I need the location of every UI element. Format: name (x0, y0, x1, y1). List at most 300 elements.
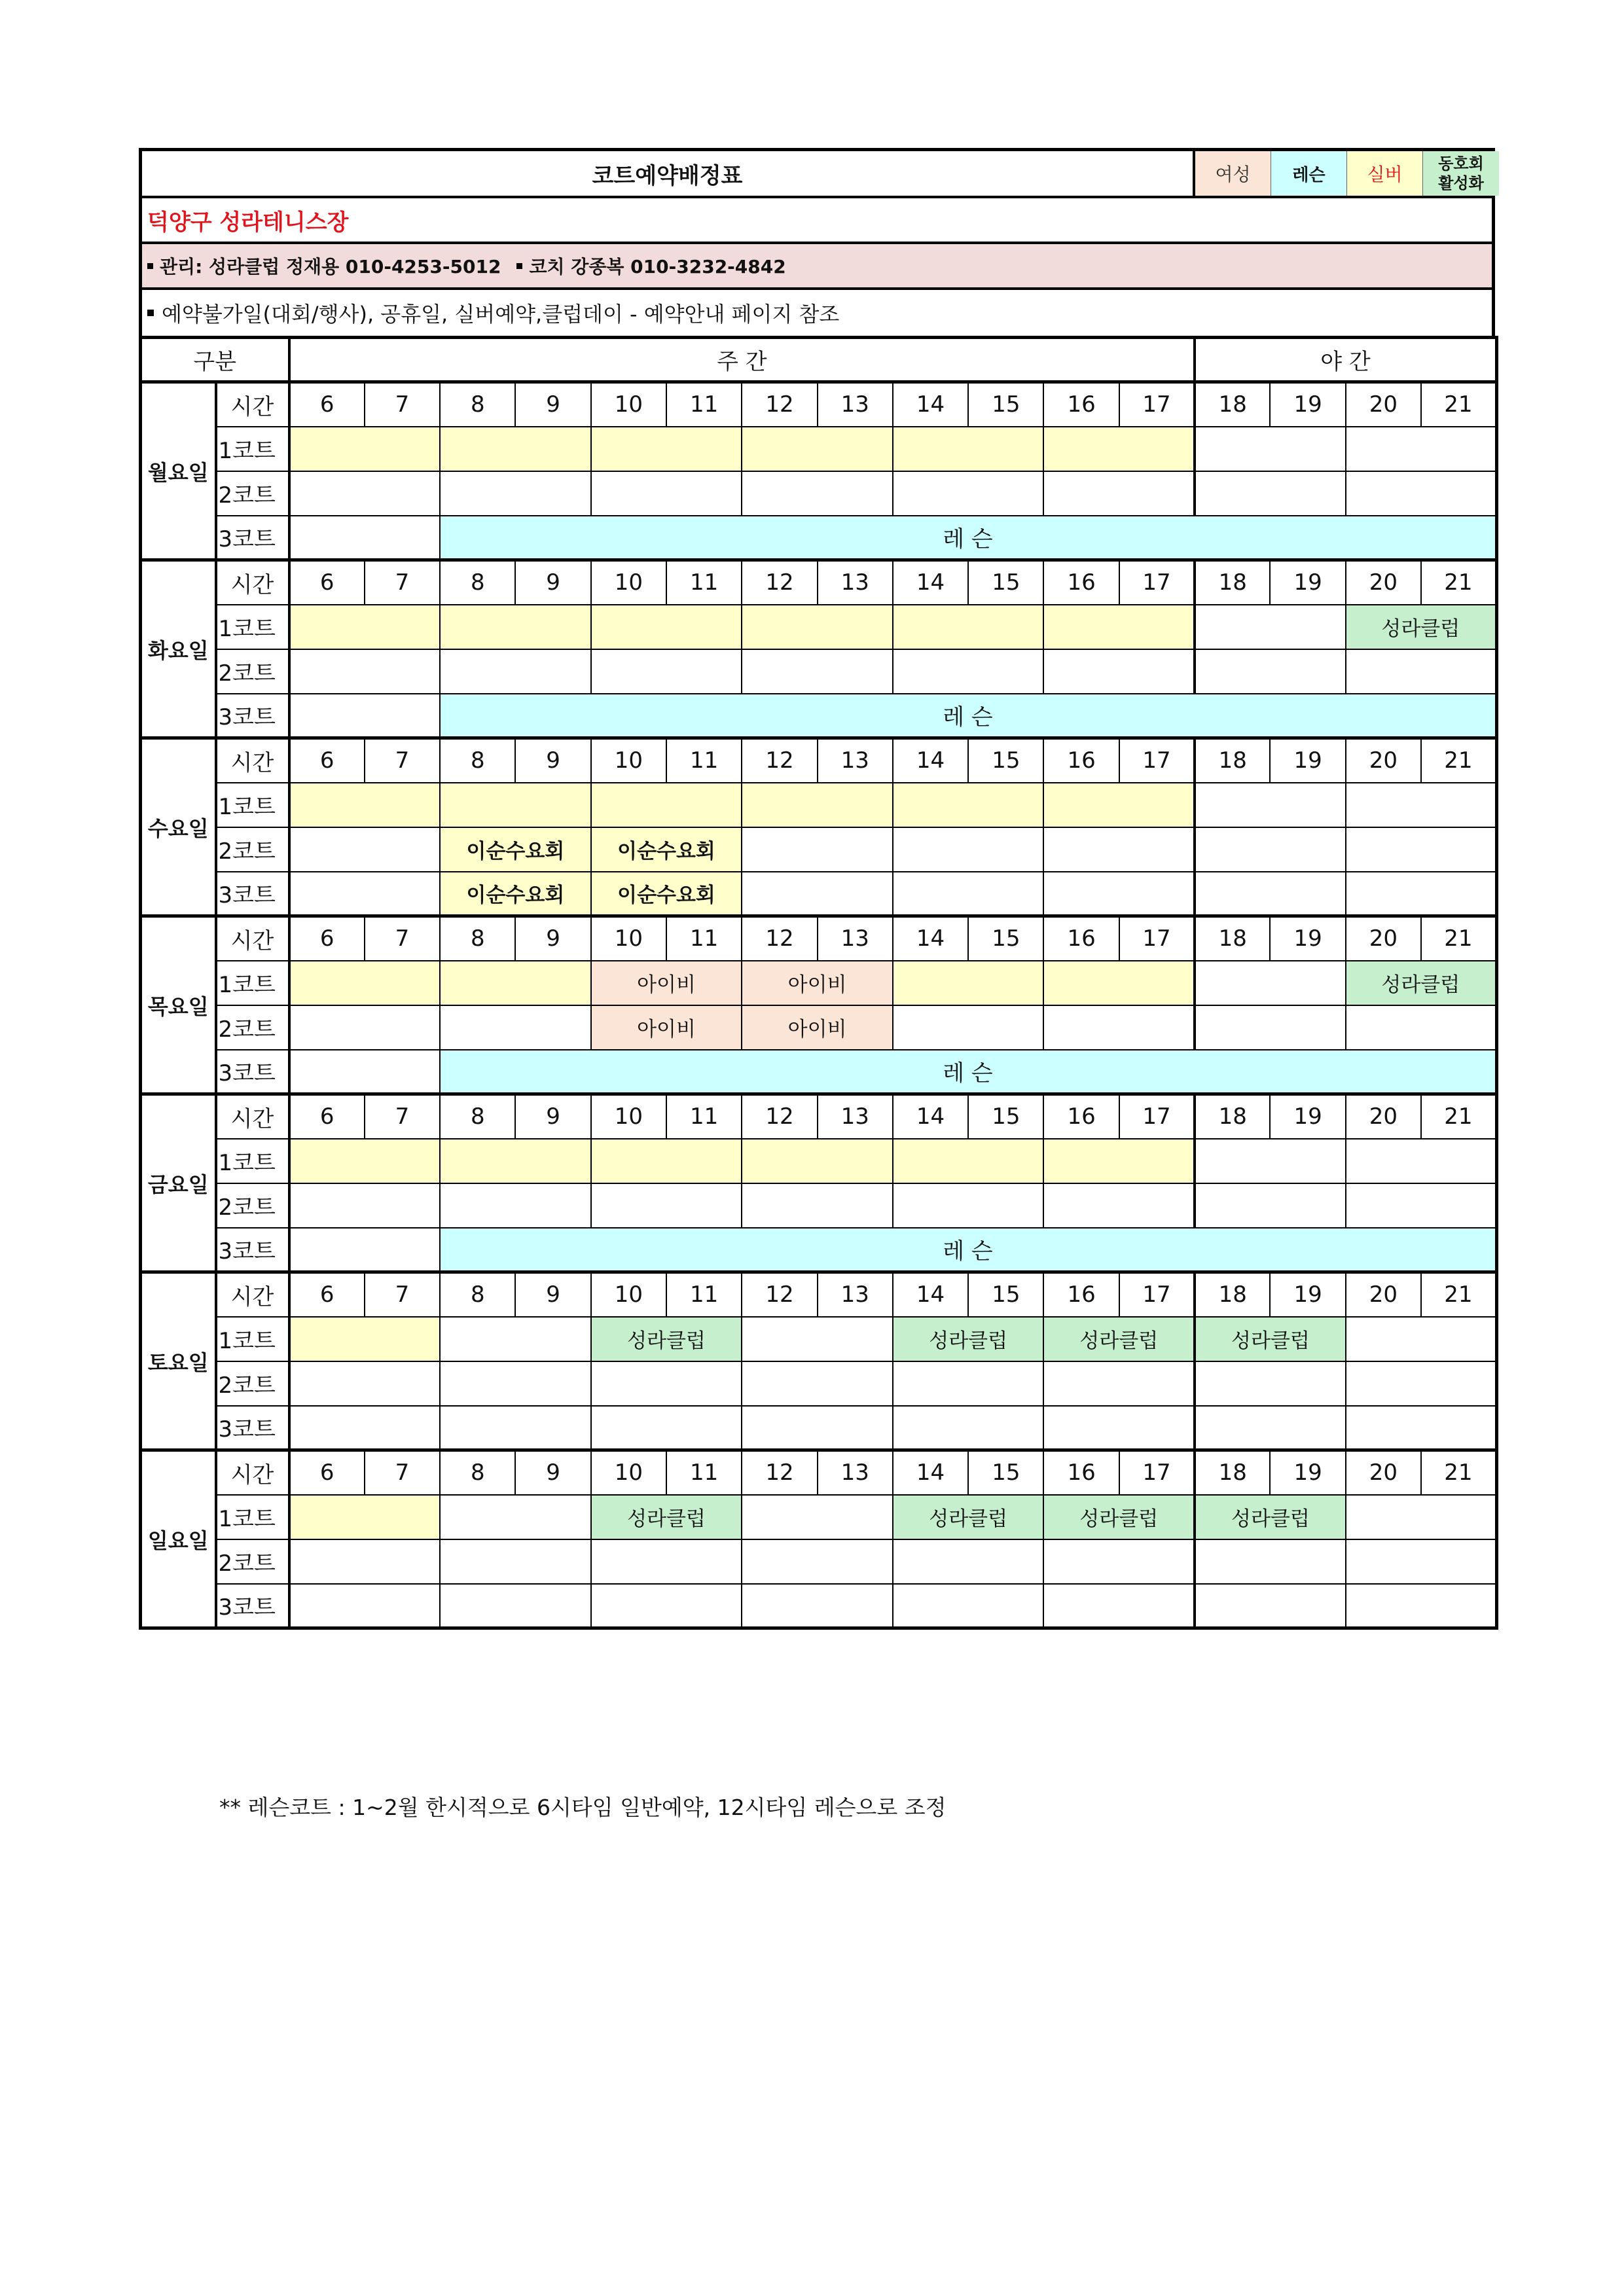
hour-cell: 13 (818, 916, 893, 961)
reservation-block[interactable]: 성라클럽 (1346, 961, 1497, 1005)
court-label: 1코트 (216, 1139, 289, 1183)
hour-cell: 13 (818, 1450, 893, 1495)
hour-cell: 17 (1119, 1450, 1195, 1495)
period-header-row (141, 338, 1497, 382)
legend-lesson (1271, 151, 1347, 196)
time-label: 시간 (216, 1450, 289, 1495)
hour-cell: 18 (1195, 738, 1270, 783)
court-row (141, 471, 1497, 516)
slot-cell[interactable] (893, 1539, 1044, 1584)
court-label: 1코트 (216, 427, 289, 471)
hour-cell: 15 (968, 382, 1043, 427)
hour-cell: 9 (515, 738, 590, 783)
hour-cell: 19 (1270, 1450, 1345, 1495)
slot-cell[interactable] (742, 1361, 893, 1406)
slot-cell[interactable] (1195, 427, 1346, 471)
hour-cell: 17 (1119, 916, 1195, 961)
day-label: 목요일 (141, 916, 216, 1094)
night-header: 야 간 (1195, 338, 1496, 382)
slot-cell[interactable] (440, 1183, 591, 1228)
slot-cell[interactable] (289, 1050, 441, 1094)
slot-cell[interactable] (440, 605, 591, 649)
slot-cell[interactable] (1195, 1406, 1346, 1450)
hour-cell: 7 (365, 916, 440, 961)
hour-cell: 20 (1346, 560, 1421, 605)
slot-cell[interactable] (1346, 1539, 1497, 1584)
slot-cell[interactable] (1195, 605, 1346, 649)
reservation-block[interactable]: 성라클럽 (1195, 1495, 1346, 1539)
reservation-block[interactable]: 성라클럽 (1043, 1317, 1195, 1361)
slot-cell[interactable] (440, 961, 591, 1005)
slot-cell[interactable] (742, 783, 893, 827)
slot-cell[interactable] (289, 783, 441, 827)
reservation-block[interactable]: 아이비 (742, 1005, 893, 1050)
hour-cell: 6 (289, 1272, 365, 1317)
slot-cell[interactable] (893, 1183, 1044, 1228)
slot-cell[interactable] (893, 471, 1044, 516)
slot-cell[interactable] (440, 1539, 591, 1584)
slot-cell[interactable] (1043, 1584, 1195, 1628)
court-label: 3코트 (216, 1406, 289, 1450)
court-label: 3코트 (216, 1584, 289, 1628)
hour-cell: 21 (1421, 382, 1496, 427)
slot-cell[interactable] (1346, 783, 1497, 827)
hour-cell: 11 (666, 1450, 742, 1495)
hour-cell: 10 (591, 560, 666, 605)
schedule-sheet (139, 148, 1495, 1630)
notice-row (142, 290, 1492, 336)
court-label: 3코트 (216, 694, 289, 738)
hour-cell: 20 (1346, 916, 1421, 961)
slot-cell[interactable] (440, 1139, 591, 1183)
hour-cell: 7 (365, 1094, 440, 1139)
slot-cell[interactable] (1346, 1183, 1497, 1228)
slot-cell[interactable] (289, 1406, 441, 1450)
court-label: 3코트 (216, 1050, 289, 1094)
slot-cell[interactable] (591, 1539, 742, 1584)
court-row (141, 1539, 1497, 1584)
slot-cell[interactable] (1195, 783, 1346, 827)
court-row (141, 1495, 1497, 1539)
hour-cell: 21 (1421, 1450, 1496, 1495)
venue-row (142, 198, 1492, 244)
hour-cell: 6 (289, 1450, 365, 1495)
hour-cell: 19 (1270, 738, 1345, 783)
legend-women (1195, 151, 1271, 196)
slot-cell[interactable] (289, 605, 441, 649)
day-label: 일요일 (141, 1450, 216, 1628)
slot-cell[interactable] (893, 1584, 1044, 1628)
slot-cell[interactable] (742, 872, 893, 916)
slot-cell[interactable] (893, 783, 1044, 827)
slot-cell[interactable] (1195, 961, 1346, 1005)
court-row (141, 1361, 1497, 1406)
legend-silver (1347, 151, 1423, 196)
slot-cell[interactable] (1043, 872, 1195, 916)
court-label: 2코트 (216, 1539, 289, 1584)
slot-cell[interactable] (742, 1183, 893, 1228)
hour-cell: 11 (666, 560, 742, 605)
slot-cell[interactable] (893, 872, 1044, 916)
court-row (141, 1183, 1497, 1228)
hour-cell: 7 (365, 1272, 440, 1317)
time-row (141, 1272, 1497, 1317)
hour-cell: 15 (968, 1272, 1043, 1317)
slot-cell[interactable] (289, 1361, 441, 1406)
page-title: 코트예약배정표 (142, 151, 1195, 196)
hour-cell: 20 (1346, 1450, 1421, 1495)
slot-cell[interactable] (1346, 872, 1497, 916)
reservation-block[interactable]: 아이비 (591, 1005, 742, 1050)
hour-cell: 9 (515, 382, 590, 427)
slot-cell[interactable] (289, 471, 441, 516)
court-label: 1코트 (216, 783, 289, 827)
title-row (142, 151, 1492, 198)
slot-cell[interactable] (742, 649, 893, 694)
slot-cell[interactable] (1043, 605, 1195, 649)
court-label: 3코트 (216, 872, 289, 916)
court-label: 1코트 (216, 961, 289, 1005)
hour-cell: 7 (365, 560, 440, 605)
slot-cell[interactable] (289, 1317, 441, 1361)
hour-cell: 16 (1043, 560, 1119, 605)
hour-cell: 21 (1421, 560, 1496, 605)
slot-cell[interactable] (289, 1139, 441, 1183)
slot-cell[interactable] (1043, 427, 1195, 471)
court-row (141, 1139, 1497, 1183)
hour-cell: 12 (742, 382, 817, 427)
hour-cell: 17 (1119, 382, 1195, 427)
court-row (141, 1005, 1497, 1050)
slot-cell[interactable] (893, 605, 1044, 649)
slot-cell[interactable] (893, 961, 1044, 1005)
slot-cell[interactable] (1195, 1139, 1346, 1183)
slot-cell[interactable] (1043, 1139, 1195, 1183)
hour-cell: 14 (893, 382, 968, 427)
slot-cell[interactable] (289, 872, 441, 916)
slot-cell[interactable] (1043, 649, 1195, 694)
slot-cell[interactable] (1043, 471, 1195, 516)
slot-cell[interactable] (440, 1361, 591, 1406)
reservation-block[interactable]: 이순수요회 (591, 872, 742, 916)
slot-cell[interactable] (1043, 1361, 1195, 1406)
slot-cell[interactable] (289, 1584, 441, 1628)
court-label: 1코트 (216, 605, 289, 649)
court-row (141, 783, 1497, 827)
slot-cell[interactable] (893, 1005, 1044, 1050)
slot-cell[interactable] (591, 1584, 742, 1628)
slot-cell[interactable] (440, 1495, 591, 1539)
reservation-block[interactable]: 아이비 (591, 961, 742, 1005)
category-header: 구분 (141, 338, 289, 382)
hour-cell: 13 (818, 1094, 893, 1139)
hour-cell: 10 (591, 1450, 666, 1495)
slot-cell[interactable] (289, 694, 441, 738)
manager-admin: 관리: 성라클럽 정재용 010-4253-5012 (160, 256, 501, 278)
reservation-block[interactable]: 성라클럽 (591, 1495, 742, 1539)
hour-cell: 20 (1346, 1094, 1421, 1139)
legend-silver-label: 실버 (1367, 164, 1403, 185)
hour-cell: 13 (818, 738, 893, 783)
hour-cell: 8 (440, 916, 515, 961)
legend-women-label: 여성 (1215, 164, 1251, 185)
hour-cell: 12 (742, 1272, 817, 1317)
hour-cell: 17 (1119, 560, 1195, 605)
legend-club (1423, 151, 1499, 196)
hour-cell: 9 (515, 560, 590, 605)
slot-cell[interactable] (893, 1361, 1044, 1406)
day-label: 월요일 (141, 382, 216, 560)
time-row (141, 916, 1497, 961)
hour-cell: 12 (742, 1094, 817, 1139)
slot-cell[interactable] (591, 471, 742, 516)
reservation-block[interactable]: 성라클럽 (893, 1495, 1044, 1539)
hour-cell: 10 (591, 916, 666, 961)
hour-cell: 20 (1346, 738, 1421, 783)
slot-cell[interactable] (289, 1539, 441, 1584)
slot-cell[interactable] (591, 649, 742, 694)
court-row (141, 1050, 1497, 1094)
court-label: 2코트 (216, 1361, 289, 1406)
hour-cell: 6 (289, 1094, 365, 1139)
manager-coach: 코치 강종복 010-3232-4842 (529, 256, 786, 278)
hour-cell: 16 (1043, 1094, 1119, 1139)
lesson-block[interactable]: 레 슨 (440, 1050, 1496, 1094)
slot-cell[interactable] (289, 827, 441, 872)
hour-cell: 9 (515, 1094, 590, 1139)
slot-cell[interactable] (440, 1584, 591, 1628)
court-label: 2코트 (216, 827, 289, 872)
reservation-block[interactable]: 성라클럽 (1346, 605, 1497, 649)
hour-cell: 19 (1270, 916, 1345, 961)
slot-cell[interactable] (1043, 961, 1195, 1005)
slot-cell[interactable] (742, 427, 893, 471)
slot-cell[interactable] (1346, 649, 1497, 694)
slot-cell[interactable] (1043, 1539, 1195, 1584)
time-row (141, 560, 1497, 605)
hour-cell: 18 (1195, 1094, 1270, 1139)
slot-cell[interactable] (591, 1361, 742, 1406)
hour-cell: 11 (666, 382, 742, 427)
court-row (141, 1584, 1497, 1628)
hour-cell: 16 (1043, 382, 1119, 427)
reservation-block[interactable]: 성라클럽 (591, 1317, 742, 1361)
slot-cell[interactable] (742, 1539, 893, 1584)
reservation-block[interactable]: 이순수요회 (591, 827, 742, 872)
slot-cell[interactable] (440, 1005, 591, 1050)
hour-cell: 10 (591, 1094, 666, 1139)
court-label: 2코트 (216, 649, 289, 694)
slot-cell[interactable] (289, 1005, 441, 1050)
hour-cell: 6 (289, 382, 365, 427)
hour-cell: 21 (1421, 1272, 1496, 1317)
hour-cell: 8 (440, 1272, 515, 1317)
hour-cell: 15 (968, 1094, 1043, 1139)
slot-cell[interactable] (440, 649, 591, 694)
slot-cell[interactable] (742, 827, 893, 872)
slot-cell[interactable] (1043, 783, 1195, 827)
manager-row (142, 244, 1492, 290)
reservation-block[interactable]: 이순수요회 (440, 827, 591, 872)
slot-cell[interactable] (1195, 471, 1346, 516)
hour-cell: 13 (818, 1272, 893, 1317)
hour-cell: 10 (591, 1272, 666, 1317)
slot-cell[interactable] (1346, 1361, 1497, 1406)
slot-cell[interactable] (1043, 1406, 1195, 1450)
slot-cell[interactable] (1195, 1005, 1346, 1050)
slot-cell[interactable] (591, 1406, 742, 1450)
hour-cell: 14 (893, 738, 968, 783)
day-label: 금요일 (141, 1094, 216, 1272)
lesson-block[interactable]: 레 슨 (440, 516, 1496, 560)
court-label: 3코트 (216, 1228, 289, 1272)
slot-cell[interactable] (289, 1228, 441, 1272)
bullet-icon (147, 310, 154, 316)
hour-cell: 17 (1119, 1272, 1195, 1317)
slot-cell[interactable] (591, 427, 742, 471)
hour-cell: 18 (1195, 382, 1270, 427)
hour-cell: 19 (1270, 1094, 1345, 1139)
slot-cell[interactable] (591, 1183, 742, 1228)
court-label: 1코트 (216, 1317, 289, 1361)
slot-cell[interactable] (1195, 1539, 1346, 1584)
hour-cell: 14 (893, 916, 968, 961)
slot-cell[interactable] (742, 1495, 893, 1539)
court-label: 3코트 (216, 516, 289, 560)
slot-cell[interactable] (440, 427, 591, 471)
hour-cell: 8 (440, 1450, 515, 1495)
hour-cell: 8 (440, 382, 515, 427)
hour-cell: 16 (1043, 1272, 1119, 1317)
notice-text: 예약불가일(대회/행사), 공휴일, 실버예약,클럽데이 - 예약안내 페이지 참조 (162, 302, 840, 327)
slot-cell[interactable] (1043, 1005, 1195, 1050)
slot-cell[interactable] (289, 427, 441, 471)
court-label: 2코트 (216, 1005, 289, 1050)
slot-cell[interactable] (1195, 1183, 1346, 1228)
slot-cell[interactable] (742, 1584, 893, 1628)
time-label: 시간 (216, 1094, 289, 1139)
slot-cell[interactable] (742, 471, 893, 516)
slot-cell[interactable] (742, 1139, 893, 1183)
schedule-table (139, 336, 1498, 1630)
court-row (141, 872, 1497, 916)
slot-cell[interactable] (1043, 1183, 1195, 1228)
reservation-block[interactable]: 성라클럽 (893, 1317, 1044, 1361)
hour-cell: 6 (289, 738, 365, 783)
slot-cell[interactable] (1195, 827, 1346, 872)
hour-cell: 14 (893, 1094, 968, 1139)
slot-cell[interactable] (289, 1495, 441, 1539)
slot-cell[interactable] (742, 1317, 893, 1361)
hour-cell: 15 (968, 738, 1043, 783)
slot-cell[interactable] (893, 1406, 1044, 1450)
slot-cell[interactable] (893, 649, 1044, 694)
slot-cell[interactable] (591, 783, 742, 827)
slot-cell[interactable] (1195, 1584, 1346, 1628)
hour-cell: 18 (1195, 1272, 1270, 1317)
lesson-block[interactable]: 레 슨 (440, 694, 1496, 738)
slot-cell[interactable] (440, 471, 591, 516)
day-label: 수요일 (141, 738, 216, 916)
slot-cell[interactable] (1346, 1495, 1497, 1539)
hour-cell: 9 (515, 1450, 590, 1495)
court-row (141, 961, 1497, 1005)
court-row (141, 1317, 1497, 1361)
hour-cell: 12 (742, 560, 817, 605)
slot-cell[interactable] (289, 961, 441, 1005)
slot-cell[interactable] (440, 1317, 591, 1361)
reservation-block[interactable]: 성라클럽 (1195, 1317, 1346, 1361)
slot-cell[interactable] (742, 605, 893, 649)
slot-cell[interactable] (1346, 1005, 1497, 1050)
reservation-block[interactable]: 성라클럽 (1043, 1495, 1195, 1539)
slot-cell[interactable] (1346, 1406, 1497, 1450)
slot-cell[interactable] (1346, 1317, 1497, 1361)
reservation-block[interactable]: 이순수요회 (440, 872, 591, 916)
slot-cell[interactable] (289, 1183, 441, 1228)
hour-cell: 11 (666, 916, 742, 961)
slot-cell[interactable] (893, 827, 1044, 872)
slot-cell[interactable] (591, 1139, 742, 1183)
hour-cell: 17 (1119, 1094, 1195, 1139)
time-label: 시간 (216, 1272, 289, 1317)
footnote: ** 레슨코트 : 1~2월 한시적으로 6시타임 일반예약, 12시타임 레슨으로 조정 (219, 1795, 947, 1820)
slot-cell[interactable] (289, 516, 441, 560)
hour-cell: 15 (968, 1450, 1043, 1495)
slot-cell[interactable] (742, 1406, 893, 1450)
slot-cell[interactable] (1346, 827, 1497, 872)
hour-cell: 21 (1421, 738, 1496, 783)
hour-cell: 19 (1270, 382, 1345, 427)
slot-cell[interactable] (1195, 649, 1346, 694)
hour-cell: 11 (666, 1094, 742, 1139)
hour-cell: 10 (591, 738, 666, 783)
slot-cell[interactable] (893, 427, 1044, 471)
slot-cell[interactable] (1346, 1584, 1497, 1628)
slot-cell[interactable] (440, 1406, 591, 1450)
slot-cell[interactable] (1346, 471, 1497, 516)
slot-cell[interactable] (1195, 872, 1346, 916)
slot-cell[interactable] (1346, 427, 1497, 471)
bullet-icon (516, 263, 522, 269)
slot-cell[interactable] (1195, 1361, 1346, 1406)
reservation-block[interactable]: 아이비 (742, 961, 893, 1005)
hour-cell: 21 (1421, 1094, 1496, 1139)
slot-cell[interactable] (289, 649, 441, 694)
court-row (141, 694, 1497, 738)
slot-cell[interactable] (591, 605, 742, 649)
slot-cell[interactable] (440, 783, 591, 827)
hour-cell: 7 (365, 1450, 440, 1495)
hour-cell: 14 (893, 1272, 968, 1317)
hour-cell: 19 (1270, 1272, 1345, 1317)
hour-cell: 10 (591, 382, 666, 427)
court-label: 1코트 (216, 1495, 289, 1539)
hour-cell: 14 (893, 1450, 968, 1495)
hour-cell: 13 (818, 560, 893, 605)
slot-cell[interactable] (1346, 1139, 1497, 1183)
hour-cell: 12 (742, 738, 817, 783)
hour-cell: 6 (289, 916, 365, 961)
legend-club-label: 동호회 활성화 (1438, 154, 1484, 192)
lesson-block[interactable]: 레 슨 (440, 1228, 1496, 1272)
venue-name: 덕양구 성라테니스장 (147, 209, 349, 236)
slot-cell[interactable] (1043, 827, 1195, 872)
time-label: 시간 (216, 916, 289, 961)
slot-cell[interactable] (893, 1139, 1044, 1183)
time-row (141, 382, 1497, 427)
hour-cell: 20 (1346, 1272, 1421, 1317)
